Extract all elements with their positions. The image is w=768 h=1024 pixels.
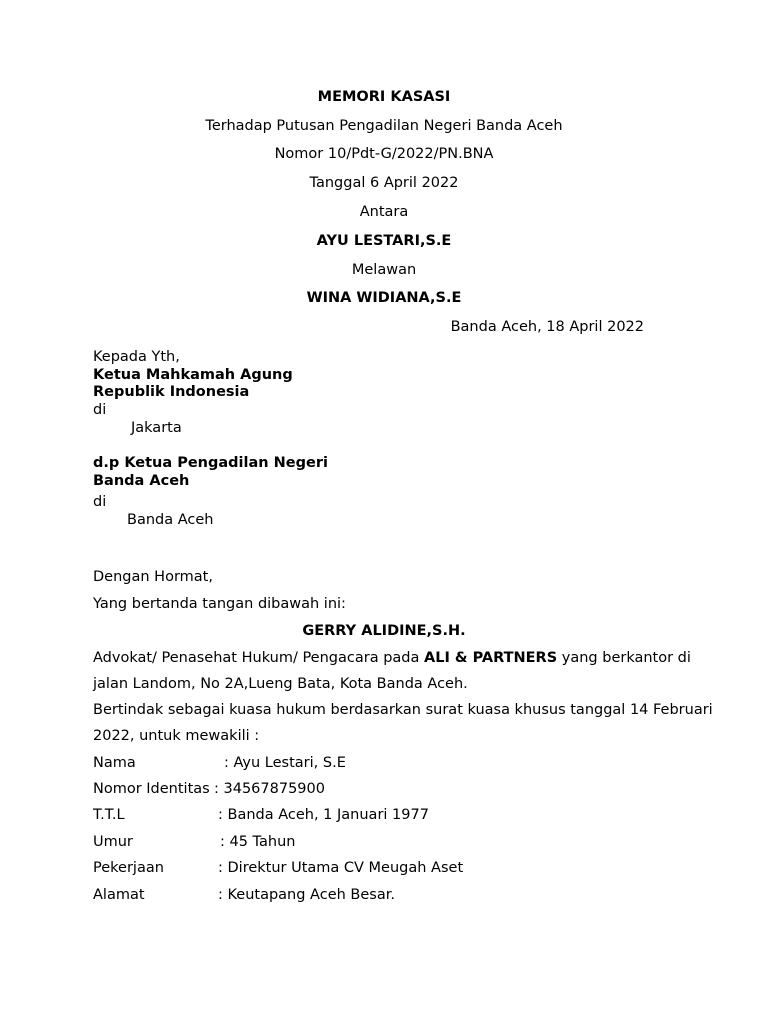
addressee1-city: Jakarta [131, 420, 182, 436]
addressee1-name-line2: Republik Indonesia [93, 384, 250, 400]
subject-line: Terhadap Putusan Pengadilan Negeri Banda Aceh [205, 118, 563, 134]
addressee-greeting: Kepada Yth, [93, 349, 180, 365]
place-date: Banda Aceh, 18 April 2022 [450, 319, 644, 335]
case-number: Nomor 10/Pdt-G/2022/PN.BNA [274, 146, 494, 162]
addressee2-name-line1: d.p Ketua Pengadilan Negeri [93, 455, 328, 471]
client-name-label: Nama [93, 755, 136, 771]
addressee2-city: Banda Aceh [127, 512, 214, 528]
addressee1-di: di [93, 402, 107, 418]
addressee2-name-line2: Banda Aceh [93, 473, 190, 489]
paragraph2-line2: 2022, untuk mewakili : [93, 728, 260, 744]
paragraph1-line2: jalan Landom, No 2A,Lueng Bata, Kota Banda Aceh. [93, 676, 468, 692]
addressee1-name-line1: Ketua Mahkamah Agung [93, 367, 293, 383]
party-respondent: WINA WIDIANA,S.E [306, 290, 462, 306]
client-age-value: : 45 Tahun [220, 834, 296, 850]
client-address-label: Alamat [93, 887, 145, 903]
client-ttl-label: T.T.L [93, 807, 125, 823]
client-occupation-value: : Direktur Utama CV Meugah Aset [218, 860, 464, 876]
client-id-value: : 34567875900 [214, 781, 325, 797]
client-ttl-value: : Banda Aceh, 1 Januari 1977 [218, 807, 429, 823]
client-age-label: Umur [93, 834, 133, 850]
versus-label: Melawan [351, 262, 417, 278]
paragraph1-text-a: Advokat/ Penasehat Hukum/ Pengacara pada [93, 650, 424, 666]
client-address-value: : Keutapang Aceh Besar. [218, 887, 395, 903]
client-id-label: Nomor Identitas [93, 781, 210, 797]
addressee2-di: di [93, 494, 107, 510]
party-petitioner: AYU LESTARI,S.E [316, 233, 452, 249]
between-label: Antara [359, 204, 409, 220]
firm-name: ALI & PARTNERS [423, 650, 558, 666]
intro-line: Yang bertanda tangan dibawah ini: [93, 596, 346, 612]
paragraph1-line1 [93, 649, 691, 667]
decision-date: Tanggal 6 April 2022 [309, 175, 459, 191]
client-occupation-label: Pekerjaan [93, 860, 164, 876]
paragraph1-text-c: yang berkantor di [557, 650, 691, 666]
client-name-value: : Ayu Lestari, S.E [224, 755, 346, 771]
paragraph2-line1: Bertindak sebagai kuasa hukum berdasarkan surat kuasa khusus tanggal 14 Februari [93, 702, 713, 718]
salutation: Dengan Hormat, [93, 569, 213, 585]
lawyer-name: GERRY ALIDINE,S.H. [302, 623, 466, 639]
document-title: MEMORI KASASI [317, 89, 451, 105]
